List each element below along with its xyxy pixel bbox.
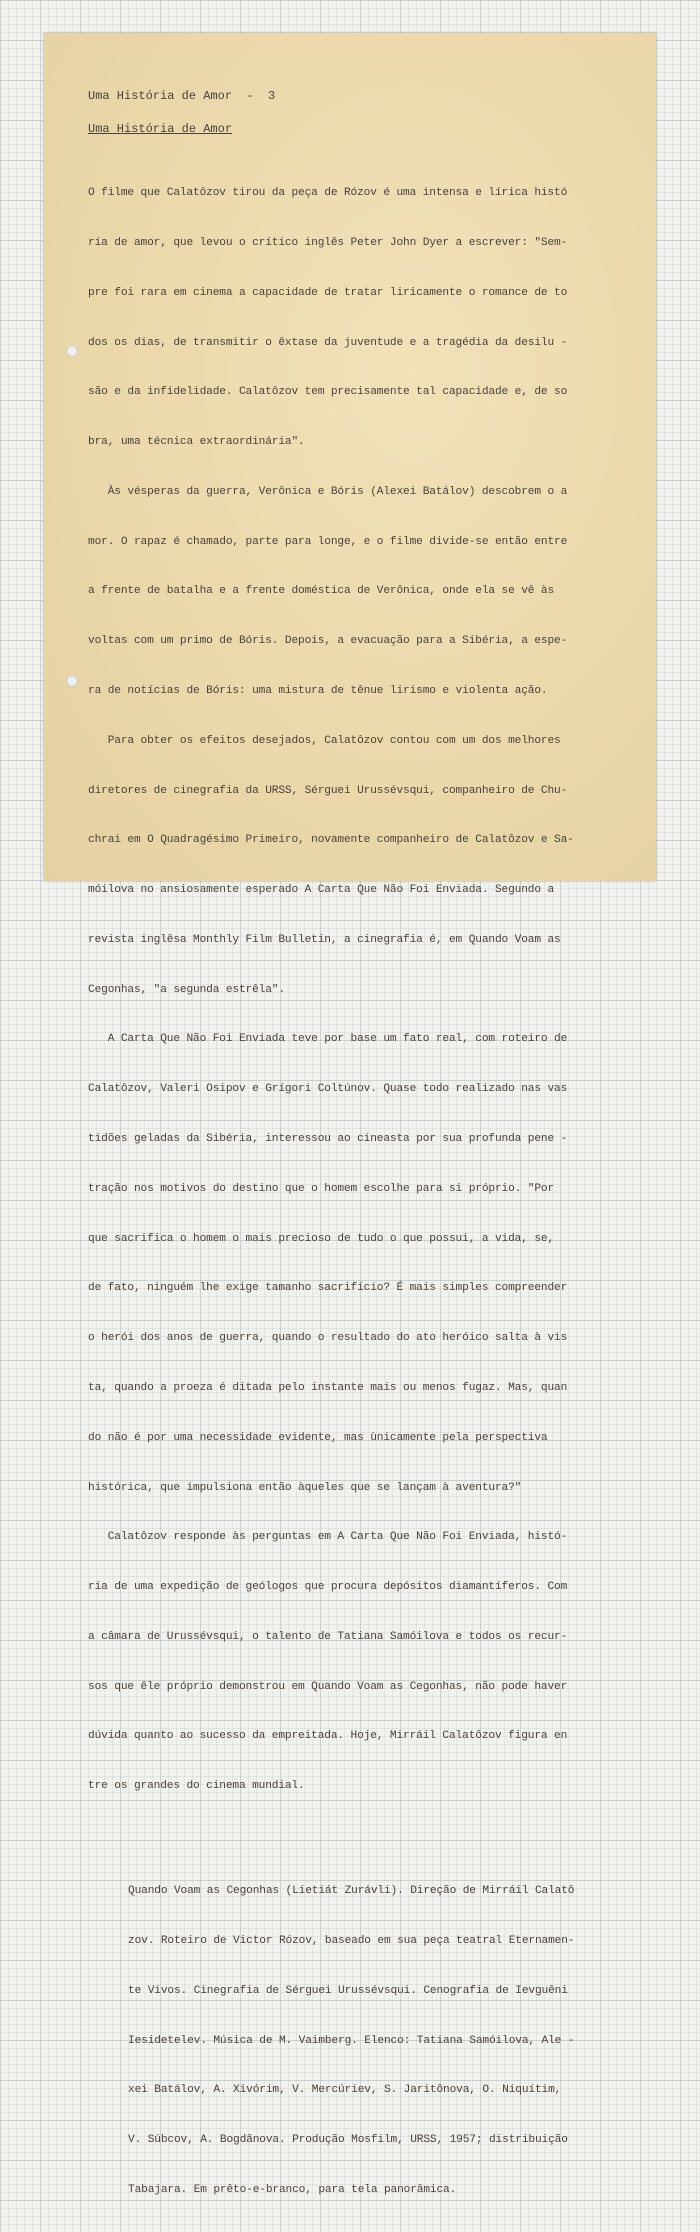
body-line: histórica, que impulsiona então àqueles que se lançam à aventura?" xyxy=(88,1481,522,1494)
body-line: são e da infidelidade. Calatôzov tem precisamente tal capacidade e, de so xyxy=(88,386,568,399)
body-line: a câmara de Urussévsqui, o talento de Tatiana Samóilova e todos os recur- xyxy=(88,1630,568,1643)
body-line: Cegonhas, "a segunda estrêla". xyxy=(88,983,285,996)
body-line: Às vésperas da guerra, Verônica e Bóris (Alexei Batálov) descobrem o a xyxy=(88,485,568,498)
credits-line: V. Súbcov, A. Bogdânova. Produção Mosfilm, URSS, 1957; distribuição xyxy=(128,2134,568,2147)
body-line: revista inglêsa Monthly Film Bulletin, a cinegrafia é, em Quando Voam as xyxy=(88,933,561,946)
body-line: bra, uma técnica extraordinária". xyxy=(88,436,305,449)
body-line: ria de amor, que levou o crítico inglês Peter John Dyer a escrever: "Sem- xyxy=(88,236,568,249)
body-line: mor. O rapaz é chamado, parte para longe, e o filme divide-se então entre xyxy=(88,535,568,548)
body-line: sos que êle próprio demonstrou em Quando Voam as Cegonhas, não pode haver xyxy=(88,1680,568,1693)
credits-line: Iesidetelev. Música de M. Vaimberg. Elenco: Tatiana Samóilova, Ale - xyxy=(128,2034,575,2047)
punch-hole xyxy=(66,675,78,687)
film-credits xyxy=(128,1850,634,2232)
typed-page xyxy=(44,33,656,2196)
body-line: dos os dias, de transmitir o êxtase da juventude e a tragédia da desilu - xyxy=(88,336,568,349)
body-line: Para obter os efeitos desejados, Calatôzov contou com um dos melhores xyxy=(88,734,561,747)
body-line: a frente de batalha e a frente doméstica de Verônica, onde ela se vê às xyxy=(88,585,555,598)
credits-line: Quando Voam as Cegonhas (Lietiát Zurávli). Direção de Mirráil Calatô xyxy=(128,1885,575,1898)
body-line: do não é por uma necessidade evidente, mas ùnicamente pela perspectiva xyxy=(88,1431,548,1444)
body-line: chrai em O Quadragésimo Primeiro, novamente companheiro de Calatôzov e Sa- xyxy=(88,834,574,847)
body-line: O filme que Calatôzov tirou da peça de Rózov é uma intensa e lírica histó xyxy=(88,187,568,200)
article-body xyxy=(88,152,634,1828)
body-line: ra de notícias de Bóris: uma mistura de tênue lirismo e violenta ação. xyxy=(88,685,548,697)
body-line: dúvida quanto ao sucesso da empreitada. Hoje, Mirráil Calatôzov figura en xyxy=(88,1730,568,1743)
section-title: Uma História de Amor xyxy=(88,122,233,136)
body-line: tração nos motivos do destino que o homem escolhe para si próprio. "Por xyxy=(88,1182,555,1195)
body-line: móilova no ansiosamente esperado A Carta Que Não Foi Enviada. Segundo a xyxy=(88,884,555,897)
body-line: pre foi rara em cinema a capacidade de tratar liricamente o romance de to xyxy=(88,286,568,299)
body-line: A Carta Que Não Foi Enviada teve por base um fato real, com roteiro de xyxy=(88,1033,568,1046)
body-line: o herói dos anos de guerra, quando o resultado do ato heróico salta à vis xyxy=(88,1332,568,1345)
credits-line: xei Batálov, A. Xivórim, V. Mercúriev, S. Jaritônova, O. Niquítim, xyxy=(128,2084,562,2097)
body-line: ta, quando a proeza é ditada pelo instante mais ou menos fugaz. Mas, quan xyxy=(88,1381,568,1394)
body-line: tidões geladas da Sibéria, interessou ao cineasta por sua profunda pene - xyxy=(88,1133,568,1146)
page-header: Uma História de Amor - 3 xyxy=(88,89,276,103)
body-line: Calatôzov responde às perguntas em A Carta Que Não Foi Enviada, histó- xyxy=(88,1531,568,1544)
credits-line: te Vivos. Cinegrafia de Sérguei Urussévsqui. Cenografia de Ievguêni xyxy=(128,1984,568,1997)
body-line: diretores de cinegrafia da URSS, Sérguei Urussévsqui, companheiro de Chu- xyxy=(88,784,568,797)
credits-line: Tabajara. Em prêto-e-branco, para tela panorâmica. xyxy=(128,2183,457,2196)
punch-hole xyxy=(66,345,78,357)
body-line: de fato, ninguém lhe exige tamanho sacrifício? É mais simples compreender xyxy=(88,1282,568,1295)
body-line: que sacrifica o homem o mais precioso de tudo o que possui, a vida, se, xyxy=(88,1232,555,1245)
body-line: Calatôzov, Valeri Osipov e Grígori Coltúnov. Quase todo realizado nas vas xyxy=(88,1083,568,1096)
body-line: ria de uma expedição de geólogos que procura depósitos diamantíferos. Com xyxy=(88,1581,568,1594)
body-line: voltas com um primo de Bóris. Depois, a evacuação para a Sibéria, a espe- xyxy=(88,635,568,648)
credits-line: zov. Roteiro de Victor Rózov, baseado em sua peça teatral Eternamen- xyxy=(128,1934,575,1947)
body-line: tre os grandes do cinema mundial. xyxy=(88,1780,305,1793)
